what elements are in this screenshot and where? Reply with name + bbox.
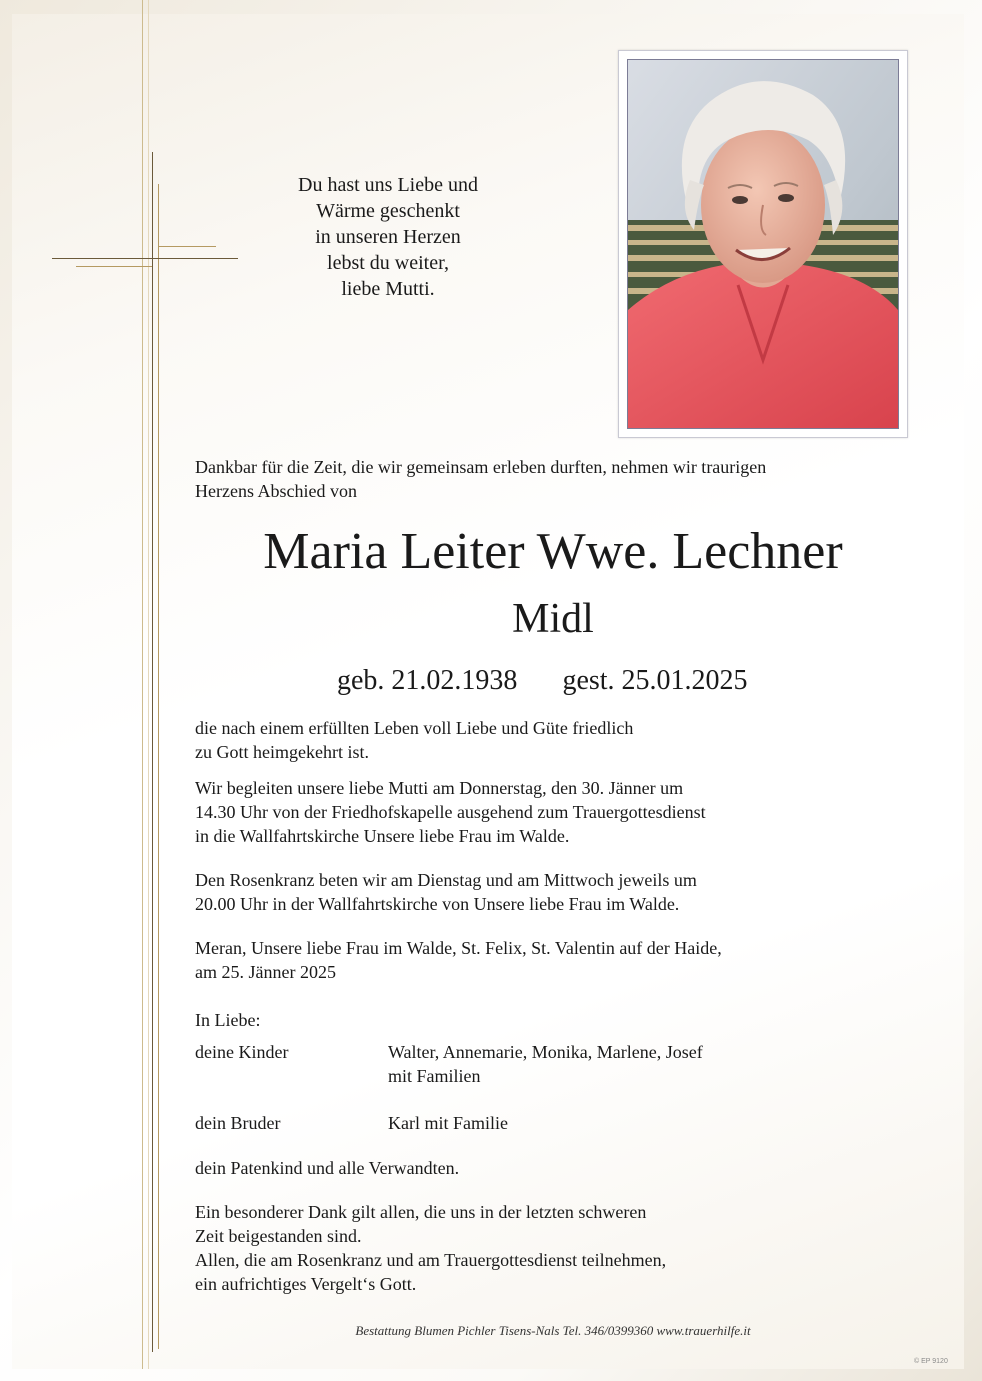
intro-line: Herzens Abschied von: [195, 481, 357, 501]
children-line: mit Familien: [388, 1066, 481, 1086]
left-border-line: [142, 0, 143, 1369]
deceased-name: Maria Leiter Wwe. Lechner: [263, 523, 843, 580]
left-border-line-inner: [148, 0, 149, 1369]
paragraph-line: zu Gott heimgekehrt ist.: [195, 742, 369, 762]
paragraph-line: Allen, die am Rosenkranz und am Trauergottesdienst teilnehmen,: [195, 1250, 667, 1270]
verse-line: in unseren Herzen: [315, 226, 461, 248]
portrait-photo: [627, 59, 899, 429]
paragraph-line: ein aufrichtiges Vergelt‘s Gott.: [195, 1274, 417, 1294]
children-names: [388, 1040, 703, 1088]
paragraph-line: die nach einem erfüllten Leben voll Liebe und Güte friedlich: [195, 718, 634, 738]
life-dates: [337, 664, 748, 698]
place-date-paragraph: [195, 936, 915, 984]
paragraph-line: 20.00 Uhr in der Wallfahrtskirche von Unsere liebe Frau im Walde.: [195, 894, 680, 914]
funeral-home-footer: Bestattung Blumen Pichler Tisens-Nals Tel. 346/0399360 www.trauerhilfe.it: [355, 1323, 751, 1338]
deceased-nickname: Midl: [512, 596, 594, 642]
intro-text: [195, 455, 915, 503]
intro-line: Dankbar für die Zeit, die wir gemeinsam erleben durften, nehmen wir traurigen: [195, 457, 767, 477]
paragraph-line: Wir begleiten unsere liebe Mutti am Donnerstag, den 30. Jänner um: [195, 778, 684, 798]
paragraph-line: in die Wallfahrtskirche Unsere liebe Frau im Walde.: [195, 826, 570, 846]
brother-name: Karl mit Familie: [388, 1113, 508, 1133]
paragraph-line: Ein besonderer Dank gilt allen, die uns in der letzten schweren: [195, 1202, 647, 1222]
funeral-paragraph: [195, 776, 915, 848]
children-label: deine Kinder: [195, 1042, 289, 1062]
death-date: gest. 25.01.2025: [562, 665, 748, 696]
death-note-paragraph: [195, 716, 915, 764]
paragraph-line: 14.30 Uhr von der Friedhofskapelle ausgehend zum Trauergottesdienst: [195, 802, 706, 822]
template-code: © EP 9120: [914, 1358, 948, 1365]
birth-date: geb. 21.02.1938: [337, 665, 518, 696]
verse-line: Du hast uns Liebe und: [298, 174, 478, 196]
family-heading: In Liebe:: [195, 1010, 261, 1030]
memorial-verse: [248, 172, 528, 302]
children-line: Walter, Annemarie, Monika, Marlene, Josef: [388, 1042, 703, 1062]
thanks-paragraph: [195, 1200, 915, 1296]
other-relatives: dein Patenkind und alle Verwandten.: [195, 1158, 460, 1178]
rosary-paragraph: [195, 868, 915, 916]
paragraph-line: am 25. Jänner 2025: [195, 962, 336, 982]
portrait-illustration: [628, 60, 898, 428]
paragraph-line: Den Rosenkranz beten wir am Dienstag und am Mittwoch jeweils um: [195, 870, 697, 890]
verse-line: liebe Mutti.: [341, 278, 435, 300]
paragraph-line: Zeit beigestanden sind.: [195, 1226, 362, 1246]
brother-label: dein Bruder: [195, 1113, 281, 1133]
portrait-frame: [618, 50, 908, 438]
verse-line: lebst du weiter,: [327, 252, 449, 274]
verse-line: Wärme geschenkt: [316, 200, 460, 222]
paragraph-line: Meran, Unsere liebe Frau im Walde, St. Felix, St. Valentin auf der Haide,: [195, 938, 722, 958]
